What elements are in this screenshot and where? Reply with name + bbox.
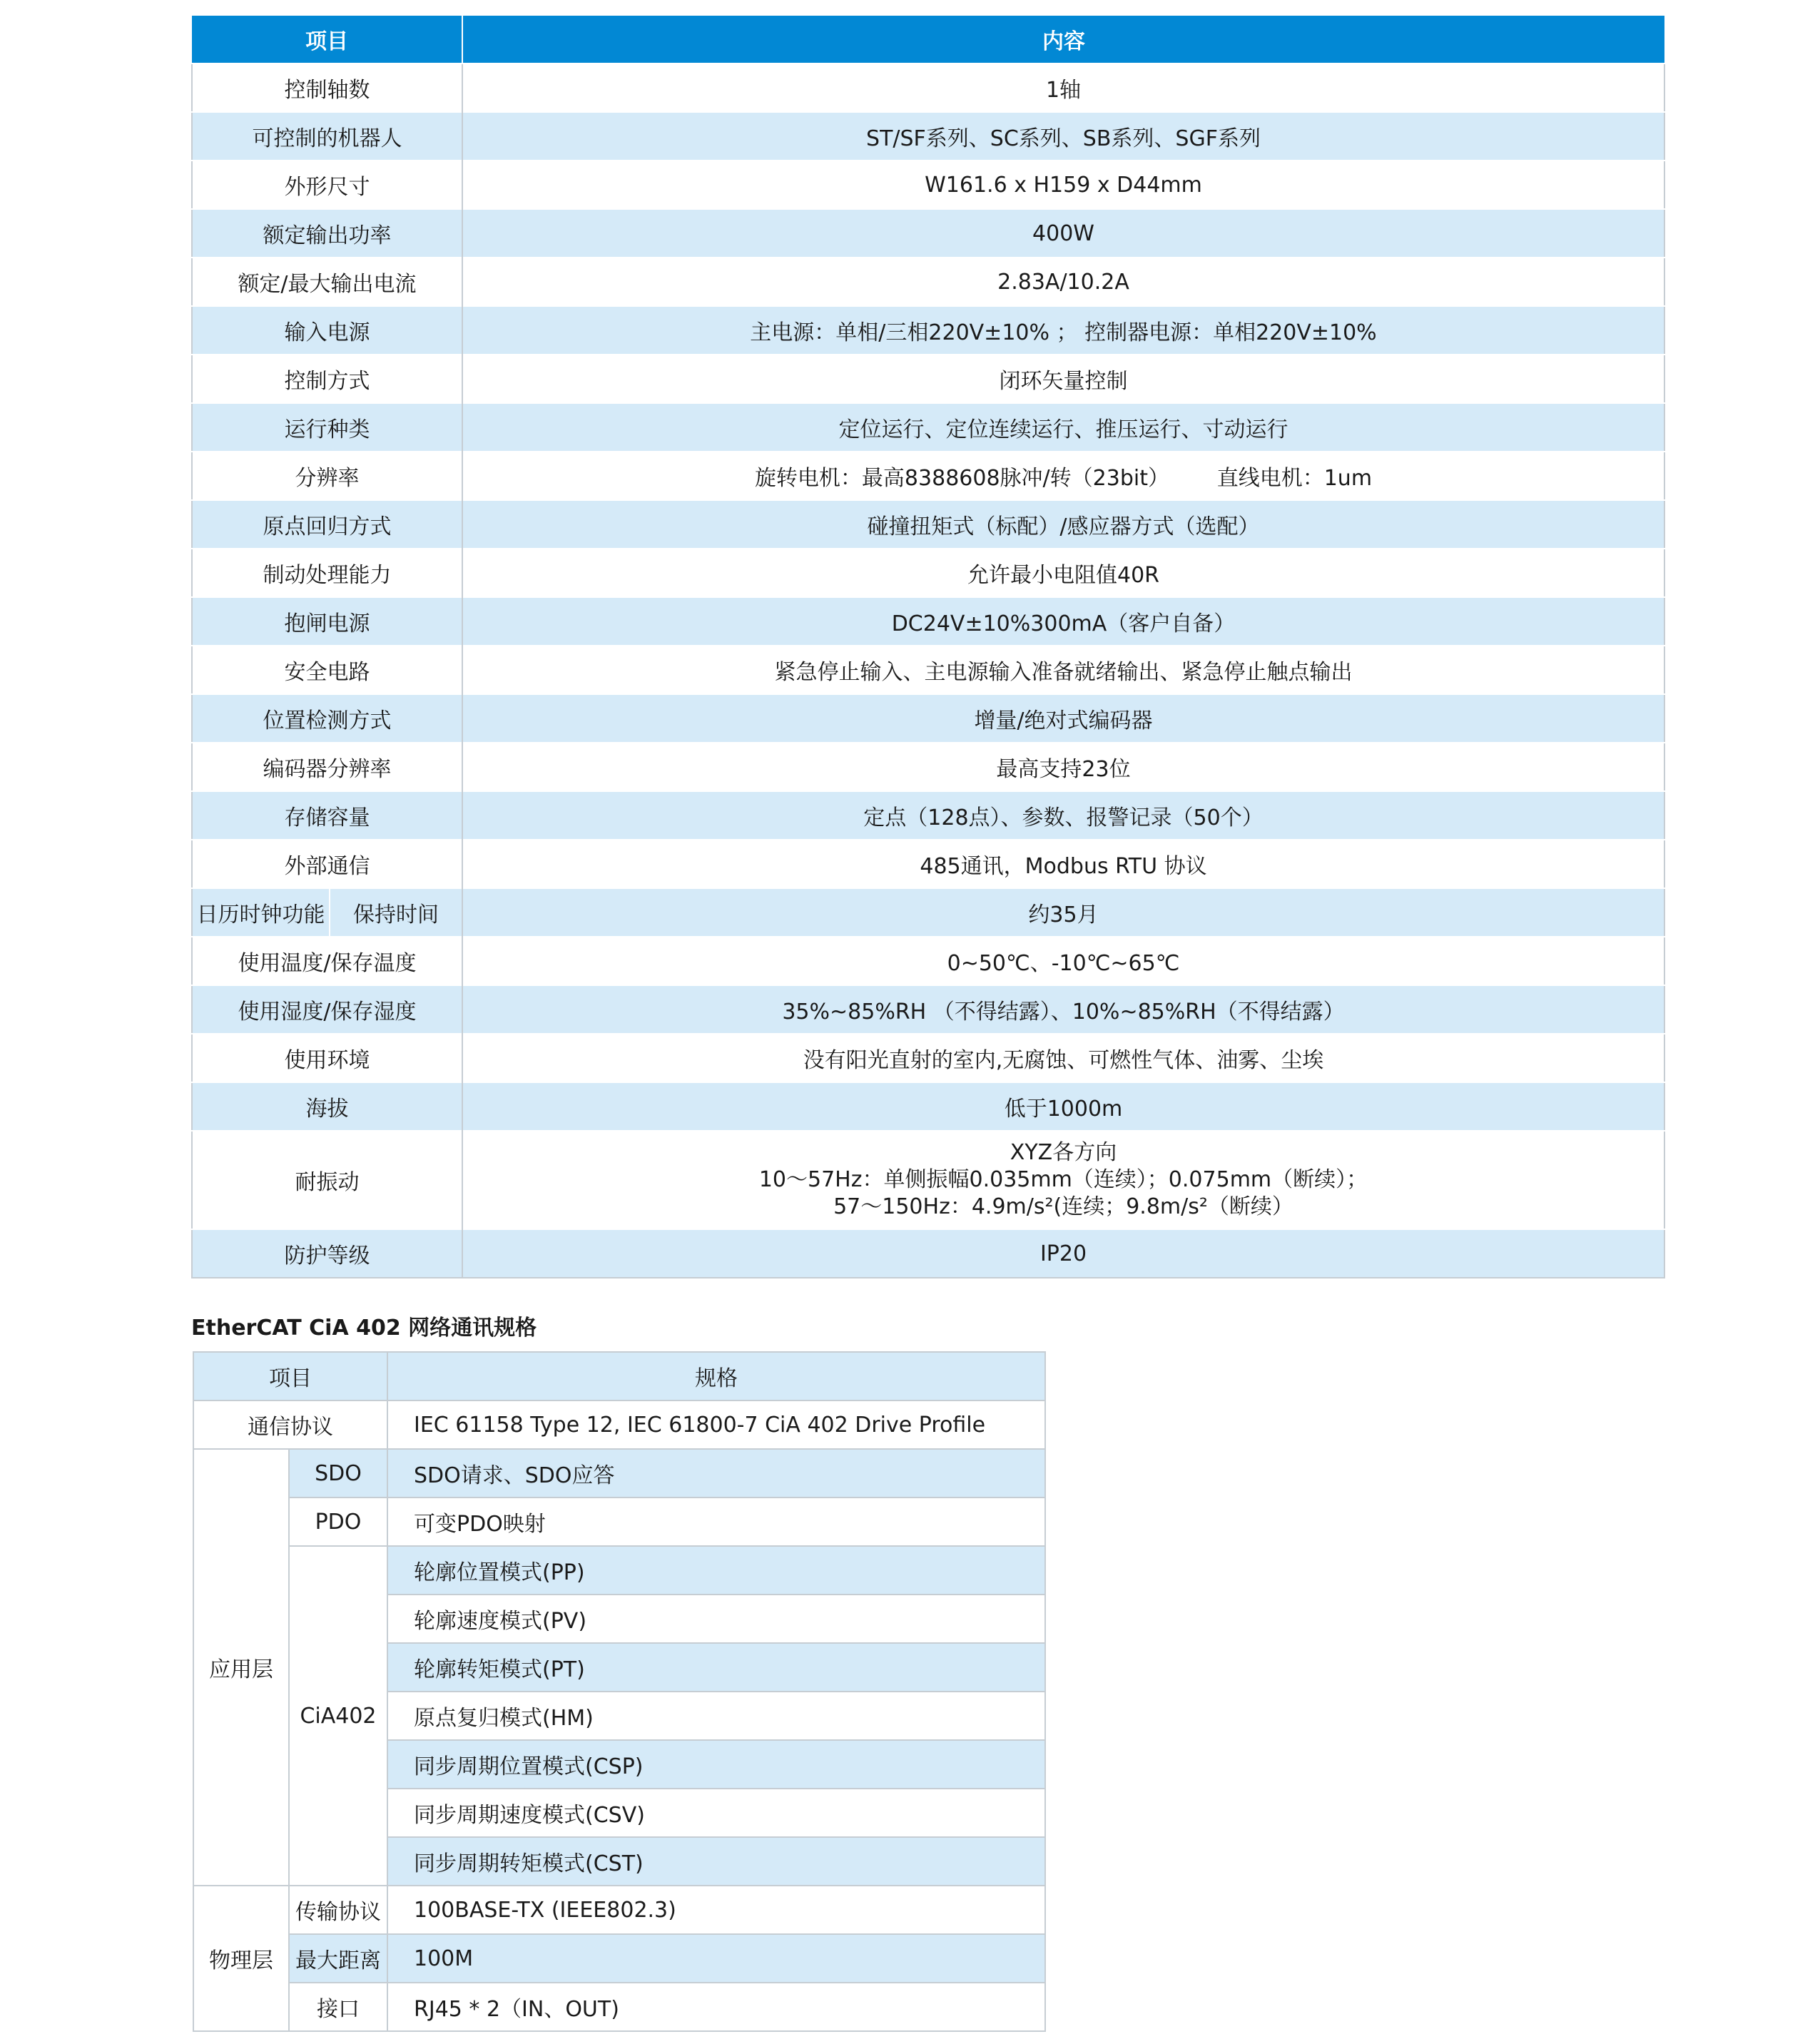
ethercat-table	[193, 1351, 1046, 2032]
spec-value: 旋转电机：最高8388608脉冲/转（23bit） 直线电机：1um	[462, 452, 1664, 500]
physical-row-value: RJ45 * 2（IN、OUT)	[387, 1983, 1045, 2031]
spec-value: 1轴	[462, 63, 1664, 112]
spec-row	[192, 840, 1664, 888]
spec-item: 使用环境	[192, 1034, 462, 1082]
application-layer-label: 应用层	[193, 1449, 289, 1886]
ethercat-row	[193, 1498, 1045, 1546]
spec-value: 增量/绝对式编码器	[462, 694, 1664, 743]
header-item: 项目	[193, 1352, 387, 1400]
spec-row	[192, 112, 1664, 161]
spec-row-clock	[192, 888, 1664, 937]
spec-value: 最高支持23位	[462, 743, 1664, 791]
cia402-mode: 同步周期位置模式(CSP)	[387, 1740, 1045, 1789]
spec-row	[192, 791, 1664, 840]
spec-row	[192, 306, 1664, 355]
spec-item: 制动处理能力	[192, 549, 462, 597]
spec-value: IP20	[462, 1229, 1664, 1278]
pdo-value: 可变PDO映射	[387, 1498, 1045, 1546]
spec-item: 位置检测方式	[192, 694, 462, 743]
spec-value-multiline	[462, 1131, 1664, 1229]
spec-value: 没有阳光直射的室内,无腐蚀、可燃性气体、油雾、尘埃	[462, 1034, 1664, 1082]
ethercat-heading: EtherCAT CiA 402 网络通讯规格	[191, 1316, 537, 1341]
spec-row	[192, 63, 1664, 112]
spec-header-row	[192, 16, 1664, 63]
spec-item: 编码器分辨率	[192, 743, 462, 791]
spec-item: 耐振动	[192, 1131, 462, 1229]
physical-row-value: 100BASE-TX (IEEE802.3)	[387, 1886, 1045, 1934]
spec-row	[192, 161, 1664, 209]
spec-value: 主电源：单相/三相220V±10% ； 控制器电源：单相220V±10%	[462, 306, 1664, 355]
spec-row	[192, 1082, 1664, 1131]
spec-value: 定点（128点）、参数、报警记录（50个）	[462, 791, 1664, 840]
spec-row	[192, 403, 1664, 452]
spec-row	[192, 258, 1664, 306]
spec-item: 外形尺寸	[192, 161, 462, 209]
protocol-label: 通信协议	[193, 1400, 387, 1449]
spec-item: 控制方式	[192, 355, 462, 403]
cia402-mode: 轮廓速度模式(PV)	[387, 1595, 1045, 1643]
spec-item: 控制轴数	[192, 63, 462, 112]
spec-value: 允许最小电阻值40R	[462, 549, 1664, 597]
physical-row-label: 最大距离	[289, 1934, 387, 1983]
spec-item: 可控制的机器人	[192, 112, 462, 161]
spec-row	[192, 452, 1664, 500]
protocol-value: IEC 61158 Type 12, IEC 61800-7 CiA 402 Drive Profile	[387, 1400, 1045, 1449]
ethercat-row	[193, 1983, 1045, 2031]
spec-item: 存储容量	[192, 791, 462, 840]
spec-item: 运行种类	[192, 403, 462, 452]
spec-sub-item: 保持时间	[330, 888, 462, 937]
cia402-mode: 原点复归模式(HM)	[387, 1692, 1045, 1740]
spec-value: 485通讯，Modbus RTU 协议	[462, 840, 1664, 888]
cia402-label: CiA402	[289, 1546, 387, 1886]
spec-row	[192, 549, 1664, 597]
vibration-line: 10～57Hz：单侧振幅0.035mm（连续）；0.075mm（断续）；	[758, 1167, 1368, 1192]
spec-row	[192, 694, 1664, 743]
header-item: 项目	[192, 16, 462, 63]
ethercat-row	[193, 1886, 1045, 1934]
spec-value: W161.6 x H159 x D44mm	[462, 161, 1664, 209]
spec-row-vibration	[192, 1131, 1664, 1229]
cia402-mode: 同步周期速度模式(CSV)	[387, 1789, 1045, 1837]
spec-item: 抱闸电源	[192, 597, 462, 646]
spec-value: 0~50℃、-10℃~65℃	[462, 937, 1664, 985]
spec-row	[192, 209, 1664, 258]
spec-item: 日历时钟功能	[192, 888, 330, 937]
spec-item: 额定输出功率	[192, 209, 462, 258]
spec-item: 分辨率	[192, 452, 462, 500]
spec-value: 碰撞扭矩式（标配）/感应器方式（选配）	[462, 500, 1664, 549]
physical-row-label: 传输协议	[289, 1886, 387, 1934]
vibration-line: XYZ各方向	[1010, 1140, 1117, 1165]
spec-row	[192, 500, 1664, 549]
spec-value: ST/SF系列、SC系列、SB系列、SGF系列	[462, 112, 1664, 161]
spec-value: DC24V±10%300mA（客户自备）	[462, 597, 1664, 646]
header-spec: 规格	[387, 1352, 1045, 1400]
sdo-label: SDO	[289, 1449, 387, 1498]
ethercat-row	[193, 1400, 1045, 1449]
ethercat-header-row	[193, 1352, 1045, 1400]
spec-table	[191, 16, 1665, 1278]
physical-row-value: 100M	[387, 1934, 1045, 1983]
cia402-mode: 轮廓转矩模式(PT)	[387, 1643, 1045, 1692]
spec-value: 闭环矢量控制	[462, 355, 1664, 403]
spec-item: 原点回归方式	[192, 500, 462, 549]
spec-value: 定位运行、定位连续运行、推压运行、寸动运行	[462, 403, 1664, 452]
spec-row	[192, 1229, 1664, 1278]
spec-row	[192, 1034, 1664, 1082]
spec-row	[192, 937, 1664, 985]
physical-row-label: 接口	[289, 1983, 387, 2031]
sdo-value: SDO请求、SDO应答	[387, 1449, 1045, 1498]
ethercat-row	[193, 1546, 1045, 1595]
vibration-line: 57～150Hz：4.9m/s²(连续；9.8m/s²（断续）	[833, 1194, 1293, 1219]
spec-item: 外部通信	[192, 840, 462, 888]
spec-value: 400W	[462, 209, 1664, 258]
spec-item: 额定/最大输出电流	[192, 258, 462, 306]
spec-value: 35%~85%RH （不得结露）、10%~85%RH（不得结露）	[462, 985, 1664, 1034]
spec-row	[192, 743, 1664, 791]
header-content: 内容	[462, 16, 1664, 63]
spec-item: 使用湿度/保存湿度	[192, 985, 462, 1034]
spec-row	[192, 646, 1664, 694]
spec-row	[192, 597, 1664, 646]
spec-value: 2.83A/10.2A	[462, 258, 1664, 306]
spec-value: 紧急停止输入、主电源输入准备就绪输出、紧急停止触点输出	[462, 646, 1664, 694]
ethercat-row	[193, 1934, 1045, 1983]
spec-value: 低于1000m	[462, 1082, 1664, 1131]
cia402-mode: 同步周期转矩模式(CST)	[387, 1837, 1045, 1886]
ethercat-row	[193, 1449, 1045, 1498]
pdo-label: PDO	[289, 1498, 387, 1546]
cia402-mode: 轮廓位置模式(PP)	[387, 1546, 1045, 1595]
spec-value: 约35月	[462, 888, 1664, 937]
spec-item: 输入电源	[192, 306, 462, 355]
spec-item: 安全电路	[192, 646, 462, 694]
physical-layer-label: 物理层	[193, 1886, 289, 2031]
spec-row	[192, 985, 1664, 1034]
spec-row	[192, 355, 1664, 403]
spec-item: 海拔	[192, 1082, 462, 1131]
spec-item: 防护等级	[192, 1229, 462, 1278]
spec-item: 使用温度/保存温度	[192, 937, 462, 985]
